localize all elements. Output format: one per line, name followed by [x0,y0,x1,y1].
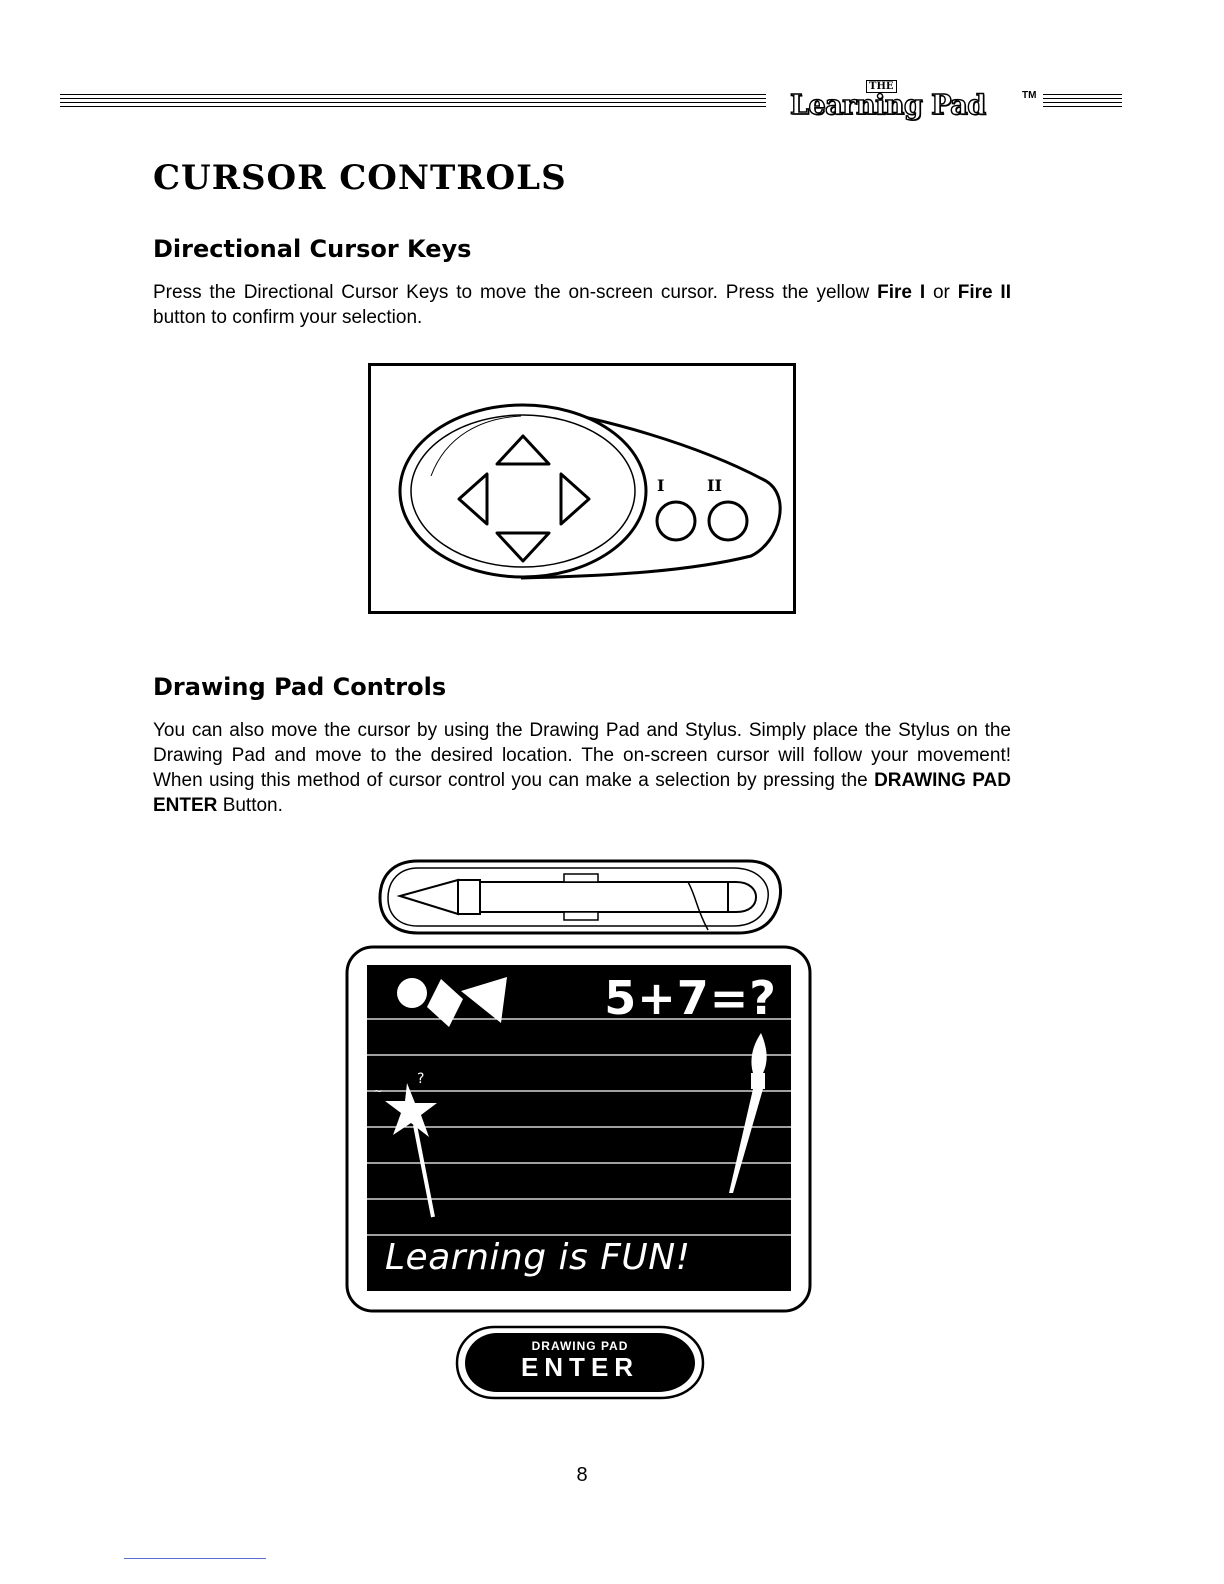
stylus-illustration [378,858,784,938]
body-text: Button. [222,795,283,816]
logo-wordmark: Learning Pad [790,90,986,121]
paintbrush-icon [729,1033,767,1193]
drawing-pad-screen [367,965,791,1291]
svg-text:?: ? [417,1071,425,1087]
section-heading-drawing-pad: Drawing Pad Controls [153,673,447,701]
fire-1-button [657,502,695,540]
triangle-shape-icon [461,977,507,1023]
header-rule-left [60,94,766,107]
section-heading-directional-keys: Directional Cursor Keys [153,235,472,263]
page-header [60,78,1160,128]
header-rule-right [1043,94,1122,107]
fire-2-button [709,502,747,540]
fire-2-label: II [707,476,722,495]
screen-equation: 5+7=? [604,971,777,1025]
body-bold-fire-2: Fire II [957,282,1011,303]
controller-drawing [371,366,793,611]
svg-text:~: ~ [373,1084,384,1098]
section-body-drawing-pad [153,718,1011,818]
star-wand-icon [373,1071,437,1217]
enter-button-label: ENTER [520,1352,640,1382]
body-bold-enter: DRAWING PAD ENTER [153,770,1011,816]
drawing-pad-enter-button [455,1325,705,1400]
enter-button-small-label: DRAWING PAD [531,1339,629,1353]
circle-shape-icon [397,978,427,1008]
drawing-pad-illustration [345,945,812,1313]
body-text: You can also move the cursor by using the Drawing Pad and Stylus. Simply place the Stylus on the Drawing Pad and move to the desired location. The on-screen cursor will follow your movement! When using this method of cursor control you can make a selection by pressing the [153,720,1011,791]
page-number: 8 [576,1464,588,1486]
page-title: CURSOR CONTROLS [153,158,567,198]
logo-trademark: TM [1022,90,1037,101]
logo-the: THE [866,80,897,93]
screen-slogan: Learning is FUN! [385,1237,691,1278]
fire-1-label: I [657,476,665,495]
cursor-keys-illustration [368,363,796,614]
body-text: or [932,282,950,303]
diamond-shape-icon [427,979,463,1027]
body-bold-fire-1: Fire I [877,282,926,303]
learning-pad-logo [790,78,1050,128]
body-text: Press the Directional Cursor Keys to move the on-screen cursor. Press the yellow [153,282,870,303]
section-body-directional-keys [153,280,1011,330]
body-text: button to confirm your selection. [153,307,423,328]
footnote-rule [124,1558,266,1559]
